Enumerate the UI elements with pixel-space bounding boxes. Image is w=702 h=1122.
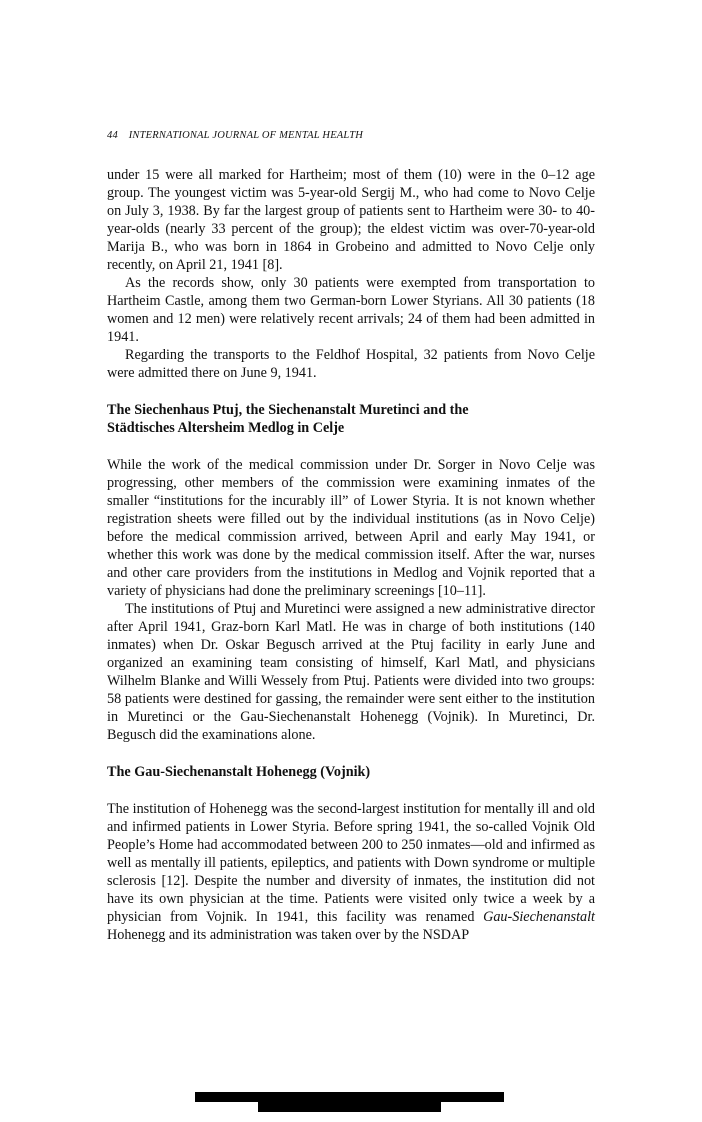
- paragraph-5: The institutions of Ptuj and Muretinci were assigned a new administrative director after April 1941, Graz-born Karl Matl. He was in charge of both institutions (140 inmates) when Dr. Oskar Begusch arrived at the Ptuj facility in early June and organized an examining team consisting of himself, Karl Matl, and physicians Wilhelm Blanke and Willi Wessely from Ptuj. Patients were divided into two groups: 58 patients were destined for gassing, the remainder were sent either to the institution in Muretinci or the Gau-Siechenanstalt Hohenegg (Vojnik). In Muretinci, Dr. Begusch did the examinations alone.: [107, 601, 595, 743]
- paragraph-3: Regarding the transports to the Feldhof Hospital, 32 patients from Novo Celje were admitted there on June 9, 1941.: [107, 347, 595, 381]
- paragraph-6: [107, 800, 595, 944]
- paragraph-1: under 15 were all marked for Hartheim; most of them (10) were in the 0–12 age group. The youngest victim was 5-year-old Sergij M., who had come to Novo Celje on July 3, 1938. By far the largest group of patients sent to Hartheim were 30- to 40-year-olds (nearly 33 percent of the group); the eldest victim was over-70-year-old Marija B., who was born in 1864 in Grobeino and admitted to Novo Celje only recently, on April 21, 1941 [8].: [107, 167, 595, 273]
- section-heading-hohenegg: The Gau-Siechenanstalt Hohenegg (Vojnik): [107, 764, 371, 780]
- paragraph-6-italic: Gau-Siechenanstalt: [483, 909, 595, 925]
- paragraph-6-text: The institution of Hohenegg was the second-largest institution for mentally ill and old and infirmed patients in Lower Styria. Before spring 1941, the so-called Vojnik Old People’s Home had accommodated between 200 to 250 inmates—old and infirmed as well as mentally ill patients, epileptics, and patients with Down syndrome or multiple sclerosis [12]. Despite the number and diversity of inmates, the institution did not have its own physician at the time. Patients were visited only twice a week by a physician from Vojnik. In 1941, this facility was renamed: [107, 801, 595, 925]
- article-body: [107, 166, 595, 944]
- paragraph-2: As the records show, only 30 patients were exempted from transportation to Hartheim Castle, among them two German-born Lower Styrians. All 30 patients (18 women and 12 men) were relatively recent arrivals; 24 of them had been admitted in 1941.: [107, 275, 595, 345]
- paragraph-6-tail: Hohenegg and its administration was taken over by the NSDAP: [107, 927, 470, 943]
- heading-line-1: The Siechenhaus Ptuj, the Siechenanstalt Muretinci and the: [107, 402, 469, 418]
- journal-title: INTERNATIONAL JOURNAL OF MENTAL HEALTH: [128, 130, 364, 141]
- page-number: 44: [107, 130, 118, 141]
- redaction-bar-lower: [258, 1100, 441, 1112]
- paragraph-4: While the work of the medical commission under Dr. Sorger in Novo Celje was progressing, other members of the commission were examining inmates of the smaller “institutions for the incurably ill” of Lower Styria. It is not known whether registration sheets were filled out by the individual institutions (as in Novo Celje) before the medical commission arrived, between April and early May 1941, or whether this work was done by the medical commission itself. After the war, nurses and other care providers from the institutions in Medlog and Vojnik reported that a variety of physicians had done the preliminary screenings [10–11].: [107, 457, 595, 599]
- heading-line-2: Städtisches Altersheim Medlog in Celje: [107, 420, 345, 436]
- running-header: [107, 130, 363, 141]
- section-heading-siechenhaus: [107, 401, 595, 437]
